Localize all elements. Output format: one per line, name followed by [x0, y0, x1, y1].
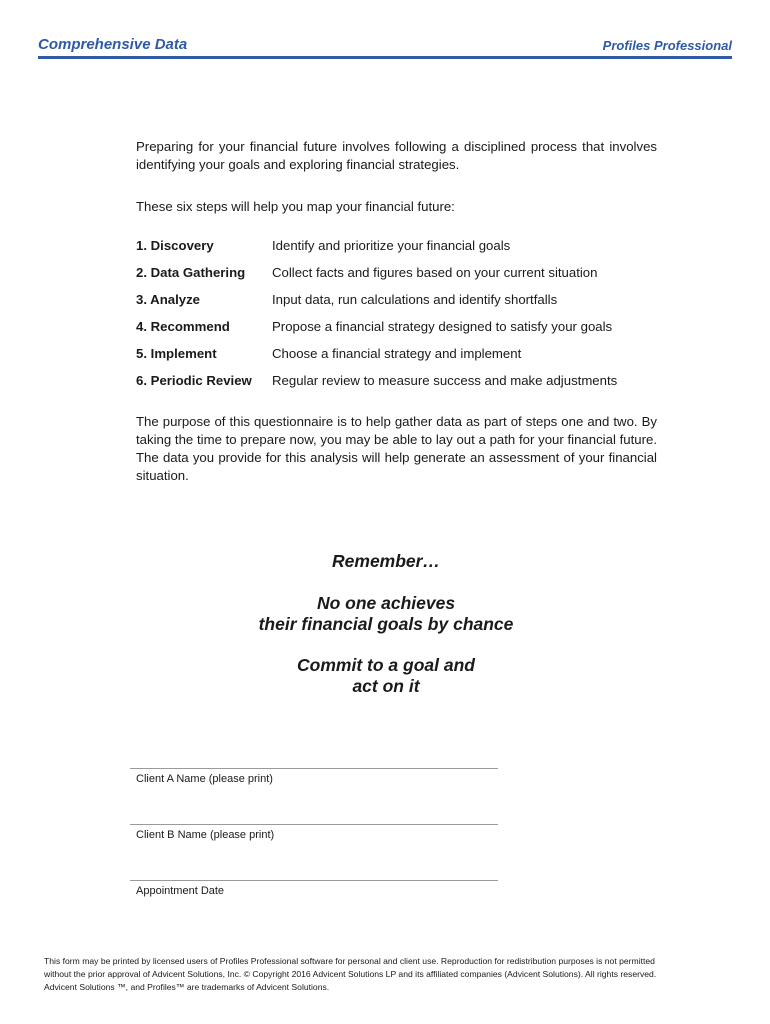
step-title: 4. Recommend — [136, 319, 230, 334]
step-title: 3. Analyze — [136, 292, 201, 307]
step-title: 5. Implement — [136, 346, 217, 361]
step-periodic-review — [136, 373, 676, 400]
step-title: 1. Discovery — [136, 238, 214, 253]
step-implement — [136, 346, 676, 373]
step-title: 2. Data Gathering — [136, 265, 246, 280]
step-recommend — [136, 319, 676, 346]
step-description: Identify and prioritize your financial goals — [272, 238, 511, 253]
header-right-title: Profiles Professional — [602, 38, 732, 53]
steps-list — [136, 238, 676, 400]
header-rule — [38, 56, 732, 59]
client-b-signature-field[interactable] — [130, 824, 498, 841]
remember-line: their financial goals by chance — [258, 614, 514, 634]
footer-line: This form may be printed by licensed users of Profiles Professional software for personal and client use. Reproduction for redistribution purposes is not permitted — [44, 956, 655, 966]
step-title: 6. Periodic Review — [136, 373, 252, 388]
page-header — [38, 36, 732, 58]
steps-lead: These six steps will help you map your financial future: — [136, 199, 455, 214]
step-description: Input data, run calculations and identify shortfalls — [272, 292, 558, 307]
appointment-date-field[interactable] — [130, 880, 498, 897]
commit-message — [136, 655, 636, 697]
footer-disclaimer — [44, 955, 728, 994]
client-a-signature-field[interactable] — [130, 768, 498, 785]
step-discovery — [136, 238, 676, 265]
footer-line: without the prior approval of Advicent Solutions, Inc. © Copyright 2016 Advicent Solutions LP and its affiliated companies (Advicent Solutions). All rights reserved. — [44, 969, 657, 979]
footer-line: Advicent Solutions ™, and Profiles™ are trademarks of Advicent Solutions. — [44, 982, 330, 992]
client-a-label: Client A Name (please print) — [136, 773, 273, 785]
step-description: Choose a financial strategy and implement — [272, 346, 522, 361]
remember-message — [136, 593, 636, 635]
commit-line: act on it — [352, 676, 420, 696]
remember-line: No one achieves — [316, 593, 456, 613]
header-left-title: Comprehensive Data — [38, 36, 188, 53]
appointment-date-label: Appointment Date — [136, 885, 225, 897]
step-analyze — [136, 292, 676, 319]
step-description: Regular review to measure success and make adjustments — [272, 373, 618, 388]
purpose-paragraph: The purpose of this questionnaire is to help gather data as part of steps one and two. By taking the time to prepare now, you may be able to lay out a path for your financial future. The data you provide for this analysis will help generate an assessment of your financial situation. — [136, 414, 657, 483]
commit-line: Commit to a goal and — [297, 655, 475, 675]
remember-heading: Remember… — [332, 551, 440, 571]
step-description: Propose a financial strategy designed to satisfy your goals — [272, 319, 613, 334]
intro-paragraph: Preparing for your financial future involves following a disciplined process that involves identifying your goals and exploring financial strategies. — [136, 139, 657, 172]
client-b-label: Client B Name (please print) — [136, 829, 275, 841]
step-description: Collect facts and figures based on your current situation — [272, 265, 598, 280]
step-data-gathering — [136, 265, 676, 292]
